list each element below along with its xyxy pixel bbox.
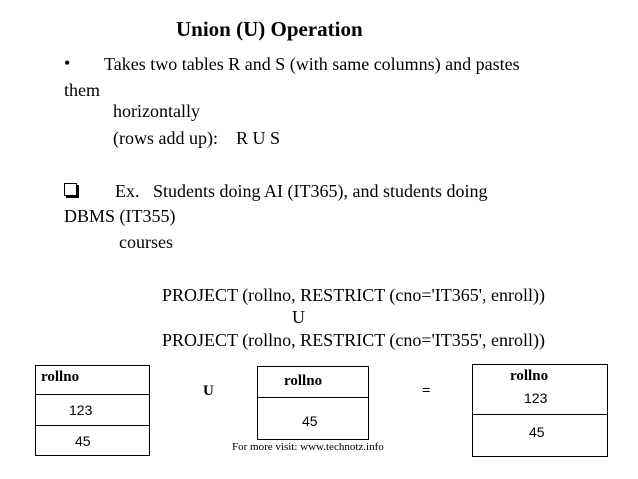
table-left-row bbox=[36, 425, 149, 456]
table-left-cell: 45 bbox=[75, 433, 91, 449]
footer-text: For more visit: www.technotz.info bbox=[232, 441, 384, 453]
bullet1-line3: horizontally bbox=[113, 101, 200, 121]
expression-line1: PROJECT (rollno, RESTRICT (cno='IT365', enroll)) bbox=[162, 285, 545, 305]
table-left-header: rollno bbox=[41, 369, 80, 385]
checkbox-bullet-icon bbox=[64, 183, 77, 196]
table-middle-cell: 45 bbox=[302, 413, 318, 429]
bullet-marker: • bbox=[64, 53, 71, 73]
table-middle-header: rollno bbox=[284, 373, 323, 389]
bullet2-line2: DBMS (IT355) bbox=[64, 206, 176, 226]
slide-title: Union (U) Operation bbox=[176, 17, 363, 41]
bullet1-line1: Takes two tables R and S (with same columns) and pastes bbox=[104, 54, 520, 74]
table-left bbox=[35, 365, 150, 456]
table-right-row bbox=[473, 387, 607, 414]
union-symbol: U bbox=[203, 383, 214, 399]
bullet1-line4: (rows add up): R U S bbox=[113, 128, 280, 148]
table-middle-row bbox=[258, 397, 368, 439]
table-right-cell: 45 bbox=[529, 424, 545, 440]
bullet2-line1: Ex. Students doing AI (IT365), and students doing bbox=[115, 181, 488, 201]
bullet1-line2: them bbox=[64, 80, 100, 100]
table-middle bbox=[257, 366, 369, 440]
table-right bbox=[472, 364, 608, 457]
table-right-row bbox=[473, 414, 607, 457]
table-right-header: rollno bbox=[510, 368, 549, 384]
table-left-cell: 123 bbox=[69, 402, 93, 418]
table-left-row bbox=[36, 394, 149, 425]
expression-union-operator: U bbox=[292, 307, 305, 327]
table-right-cell: 123 bbox=[524, 390, 548, 406]
bullet2-line3: courses bbox=[119, 232, 173, 252]
expression-line2: PROJECT (rollno, RESTRICT (cno='IT355', enroll)) bbox=[162, 330, 545, 350]
equals-symbol: = bbox=[422, 383, 431, 399]
